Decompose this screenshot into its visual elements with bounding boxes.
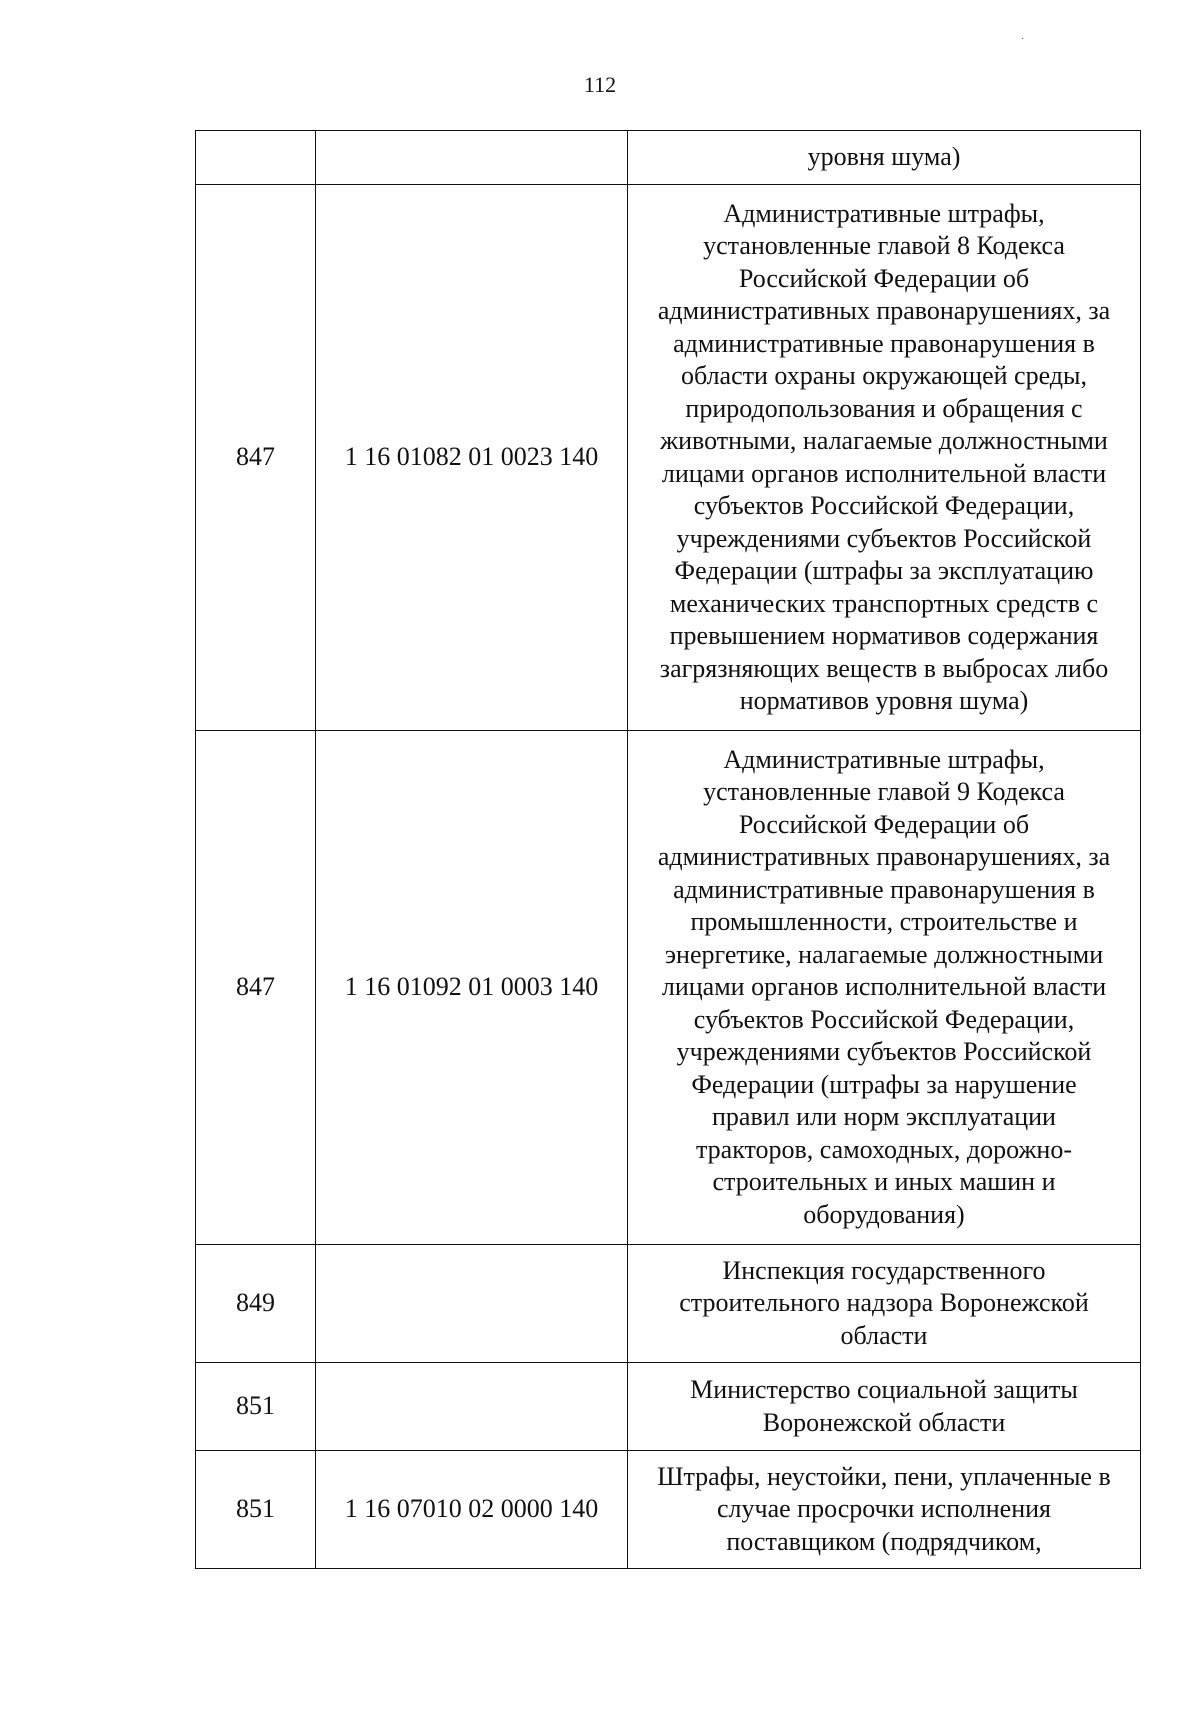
admin-code-cell xyxy=(196,131,316,185)
table-row xyxy=(196,185,1141,731)
revenue-code-cell xyxy=(316,1245,628,1363)
table-row xyxy=(196,731,1141,1245)
admin-code-cell: 847 xyxy=(196,185,316,731)
scan-speck: · xyxy=(1021,34,1025,45)
budget-codes-table xyxy=(195,130,1141,1569)
description-text: Инспекция государственного строительного надзора Воронежской области xyxy=(679,1255,1089,1350)
table-row xyxy=(196,1245,1141,1363)
table-row xyxy=(196,1451,1141,1569)
description-cell xyxy=(628,1363,1141,1451)
revenue-code-cell: 1 16 01092 01 0003 140 xyxy=(316,731,628,1245)
page-number: 112 xyxy=(583,72,617,97)
description-cell xyxy=(628,185,1141,731)
description-cell xyxy=(628,1245,1141,1363)
revenue-code-cell: 1 16 07010 02 0000 140 xyxy=(316,1451,628,1569)
admin-code-cell: 847 xyxy=(196,731,316,1245)
revenue-code-cell xyxy=(316,131,628,185)
description-cell xyxy=(628,731,1141,1245)
table-row xyxy=(196,131,1141,185)
admin-code-cell: 849 xyxy=(196,1245,316,1363)
admin-code-cell: 851 xyxy=(196,1451,316,1569)
description-text: Административные штрафы, установленные главой 9 Кодекса Российской Федерации об административных правонарушениях, за административные правонарушения в промышленности, строительстве и энергетике, налагаемые должностными лицами органов исполнительной власти субъектов Российской Федерации, учреждениями субъектов Российской Федерации (штрафы за нарушение правил или норм эксплуатации тракторов, самоходных, дорожно- строительных и иных машин и оборудования) xyxy=(657,744,1111,1229)
revenue-code-cell: 1 16 01082 01 0023 140 xyxy=(316,185,628,731)
description-text: Штрафы, неустойки, пени, уплаченные в случае просрочки исполнения поставщиком (подрядчиком, xyxy=(657,1461,1111,1556)
admin-code-cell: 851 xyxy=(196,1363,316,1451)
description-cell xyxy=(628,131,1141,185)
description-cell xyxy=(628,1451,1141,1569)
revenue-code-cell xyxy=(316,1363,628,1451)
description-text: уровня шума) xyxy=(807,142,961,172)
table-row xyxy=(196,1363,1141,1451)
description-text: Административные штрафы, установленные главой 8 Кодекса Российской Федерации об административных правонарушениях, за административные правонарушения в области охраны окружающей среды, природопользования и обращения с животными, налагаемые должностными лицами органов исполнительной власти субъектов Российской Федерации, учреждениями субъектов Российской Федерации (штрафы за эксплуатацию механических транспортных средств с превышением нормативов содержания загрязняющих веществ в выбросах либо нормативов уровня шума) xyxy=(657,198,1111,715)
description-text: Министерство социальной защиты Воронежской области xyxy=(690,1375,1078,1437)
